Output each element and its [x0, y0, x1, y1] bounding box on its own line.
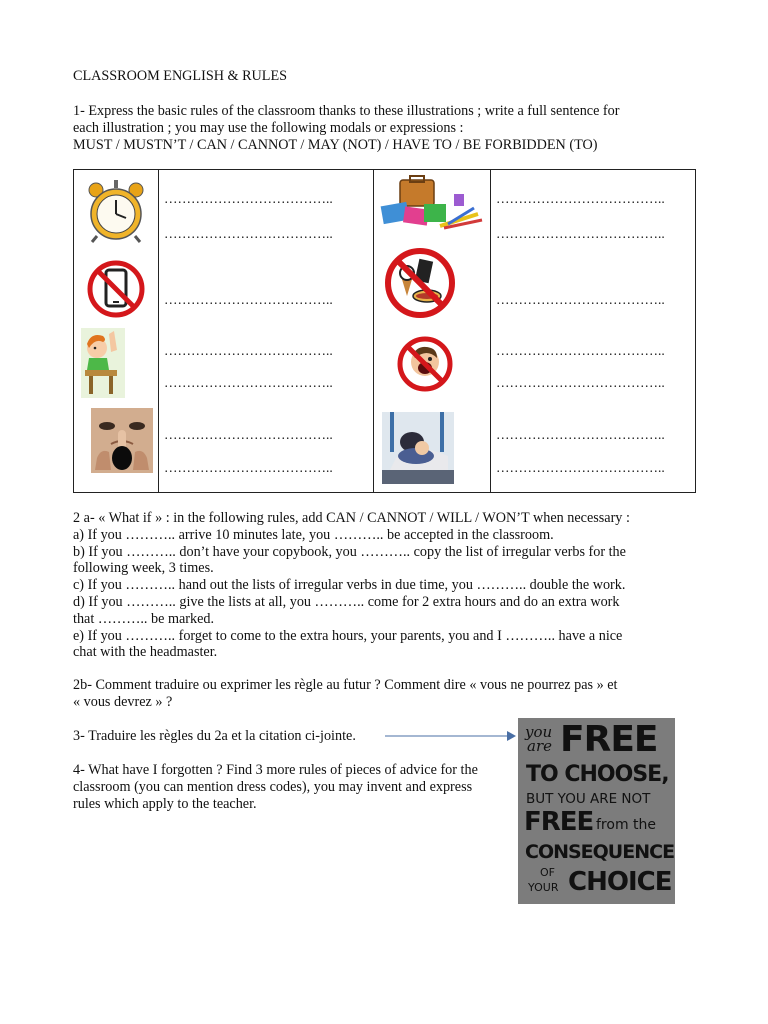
exercise-3: 3- Traduire les règles du 2a et la citation ci-jointe.: [73, 728, 356, 744]
right-answers-column: [491, 170, 696, 493]
right-illustrations-column: [374, 170, 491, 493]
answer-blank[interactable]: ………………………………..: [164, 427, 333, 442]
quote-word: YOUR: [528, 881, 559, 894]
exercise-1-instructions: [73, 103, 713, 153]
sleeping-student-icon: [382, 412, 454, 484]
page-title: CLASSROOM ENGLISH & RULES: [73, 68, 288, 84]
exercise-4-line: rules which apply to the teacher.: [73, 795, 257, 812]
no-phone-icon: [85, 258, 147, 320]
exercise-1-line-2: each illustration ; you may use the following modals or expressions :: [73, 119, 464, 136]
arrow-icon: [385, 729, 517, 743]
answer-blank[interactable]: ………………………………..: [164, 292, 333, 307]
exercise-2a-line: e) If you ……….. forget to come to the extra hours, your parents, you and I ……….. have a nice: [73, 627, 623, 644]
exercise-2a-line: b) If you ……….. don’t have your copybook, you ……….. copy the list of irregular verbs for the: [73, 543, 626, 560]
answer-blank[interactable]: ………………………………..: [164, 375, 333, 390]
quote-word: from the: [596, 817, 657, 833]
answer-blank[interactable]: ………………………………..: [164, 226, 333, 241]
no-food-icon: [383, 246, 457, 320]
rules-table: [73, 169, 696, 493]
exercise-2b: [73, 677, 693, 711]
answer-blank[interactable]: ………………………………..: [496, 226, 665, 241]
quote-word: OF: [540, 866, 555, 879]
answer-blank[interactable]: ………………………………..: [496, 375, 665, 390]
quote-word: CHOICE: [568, 867, 672, 897]
quote-image: [518, 718, 675, 904]
answer-blank[interactable]: ………………………………..: [164, 343, 333, 358]
answer-blank[interactable]: ………………………………..: [496, 343, 665, 358]
exercise-2a-line: d) If you ……….. give the lists at all, you ……….. come for 2 extra hours and do an extra work: [73, 593, 620, 610]
quote-word: are: [527, 737, 552, 755]
quote-word: BUT YOU ARE NOT: [526, 791, 651, 807]
quote-word: CONSEQUENCE: [525, 841, 675, 863]
raised-hand-boy-icon: [81, 328, 125, 398]
answer-blank[interactable]: ………………………………..: [164, 460, 333, 475]
exercise-2a: [73, 510, 693, 661]
left-answers-column: [159, 170, 374, 493]
exercise-2a-line: that ……….. be marked.: [73, 610, 215, 627]
exercise-2a-line: c) If you ……….. hand out the lists of irregular verbs in due time, you ……….. double the work.: [73, 577, 626, 594]
exercise-2a-line: following week, 3 times.: [73, 560, 214, 577]
school-supplies-icon: [378, 174, 484, 232]
alarm-clock-icon: [83, 178, 149, 244]
exercise-4-line: 4- What have I forgotten ? Find 3 more rules of pieces of advice for the: [73, 762, 478, 778]
shush-face-icon: [91, 408, 153, 473]
exercise-1-line-3: MUST / MUSTN’T / CAN / CANNOT / MAY (NOT) / HAVE TO / BE FORBIDDEN (TO): [73, 136, 598, 153]
quote-word: FREE: [524, 807, 594, 837]
answer-blank[interactable]: ………………………………..: [496, 427, 665, 442]
exercise-4: [73, 762, 518, 812]
quote-word: you: [525, 723, 553, 741]
no-shouting-icon: [397, 336, 453, 392]
answer-blank[interactable]: ………………………………..: [496, 292, 665, 307]
exercise-2a-line: a) If you ……….. arrive 10 minutes late, you ……….. be accepted in the classroom.: [73, 526, 554, 543]
exercise-2b-line-1: 2b- Comment traduire ou exprimer les règle au futur ? Comment dire « vous ne pourrez pas » et: [73, 677, 618, 693]
answer-blank[interactable]: ………………………………..: [496, 191, 665, 206]
exercise-4-line: classroom (you can mention dress codes), you may invent and express: [73, 778, 473, 795]
quote-word: TO CHOOSE,: [526, 762, 669, 787]
exercise-1-line-1: 1- Express the basic rules of the classroom thanks to these illustrations ; write a full sentence for: [73, 103, 620, 119]
answer-blank[interactable]: ………………………………..: [164, 191, 333, 206]
left-illustrations-column: [74, 170, 159, 493]
quote-word: FREE: [560, 719, 658, 760]
exercise-2a-instruction: 2 a- « What if » : in the following rules, add CAN / CANNOT / WILL / WON’T when necessary :: [73, 510, 630, 526]
exercise-2b-line-2: « vous devrez » ?: [73, 693, 173, 710]
exercise-2a-line: chat with the headmaster.: [73, 644, 218, 661]
answer-blank[interactable]: ………………………………..: [496, 460, 665, 475]
